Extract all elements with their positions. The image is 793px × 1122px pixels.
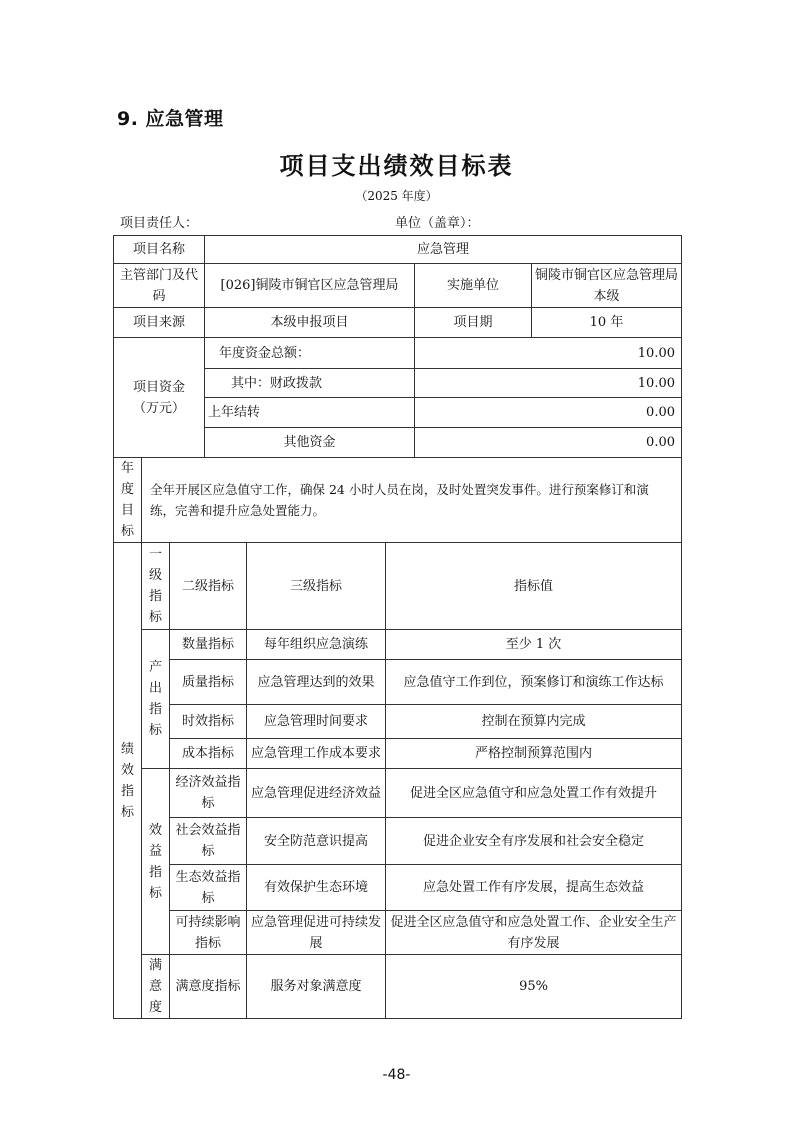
table-row <box>114 911 682 955</box>
level3-cell: 每年组织应急演练 <box>247 630 386 660</box>
value-cell: 促进全区应急值守和应急处置工作有效提升 <box>386 769 682 818</box>
level2-cell: 可持续影响指标 <box>170 911 247 955</box>
label-char: 指 <box>148 864 162 880</box>
level3-cell: 应急管理时间要求 <box>247 705 386 739</box>
level1-header <box>142 543 170 630</box>
fund-carryover-label: 上年结转 <box>205 398 415 428</box>
level2-cell: 数量指标 <box>170 630 247 660</box>
satisfaction-label <box>142 955 170 1019</box>
label-char: 产 <box>148 660 162 675</box>
fund-other-label: 其他资金 <box>205 428 415 458</box>
funds-label <box>114 338 205 458</box>
page-number: -48- <box>382 1067 411 1083</box>
department-row <box>114 264 682 308</box>
label-char: 满 <box>148 958 162 973</box>
project-name-row <box>114 236 682 264</box>
level2-header: 二级指标 <box>170 543 247 630</box>
fund-fiscal-label: 其中：财政拨款 <box>205 369 415 398</box>
level3-cell: 有效保护生态环境 <box>247 865 386 911</box>
label-char: 标 <box>120 524 134 539</box>
level3-cell: 服务对象满意度 <box>247 955 386 1019</box>
label-char: 标 <box>120 804 134 820</box>
fund-total-label: 年度资金总额： <box>205 338 415 369</box>
department-value: [026]铜陵市铜官区应急管理局 <box>205 264 415 308</box>
project-name-value: 应急管理 <box>205 236 682 264</box>
period-label: 项目期 <box>415 308 532 338</box>
annual-goal-row <box>114 458 682 543</box>
fund-other-value: 0.00 <box>415 428 682 458</box>
funds-label-line2: （万元） <box>132 400 185 416</box>
value-cell: 促进企业安全有序发展和社会安全稳定 <box>386 818 682 865</box>
value-cell: 促进全区应急值守和应急处置工作、企业安全生产有序发展 <box>386 911 682 955</box>
table-row <box>114 769 682 818</box>
fund-carryover-value: 0.00 <box>415 398 682 428</box>
period-value: 10 年 <box>532 308 682 338</box>
section-title: 9. 应急管理 <box>117 108 224 130</box>
table-row <box>114 660 682 705</box>
value-cell: 严格控制预算范围内 <box>386 739 682 769</box>
performance-indicator-label <box>114 543 142 1019</box>
label-char: 效 <box>120 762 134 778</box>
label-char: 度 <box>120 482 134 497</box>
value-cell: 控制在预算内完成 <box>386 705 682 739</box>
department-label: 主管部门及代码 <box>114 264 205 308</box>
level3-header: 三级指标 <box>247 543 386 630</box>
level2-cell: 经济效益指标 <box>170 769 247 818</box>
label-char: 绩 <box>120 741 134 757</box>
level3-cell: 应急管理工作成本要求 <box>247 739 386 769</box>
project-info-table <box>113 235 682 458</box>
source-row <box>114 308 682 338</box>
label-char: 目 <box>120 503 134 518</box>
implementing-unit-label: 实施单位 <box>415 264 532 308</box>
label-char: 意 <box>148 979 162 994</box>
responsible-person-label: 项目责任人： <box>120 216 199 231</box>
indicator-header-row <box>114 543 682 630</box>
funds-row <box>114 338 682 369</box>
table-row <box>114 705 682 739</box>
fiscal-year: （2025 年度） <box>355 189 438 203</box>
label-char: 标 <box>148 610 162 625</box>
annual-goal-label <box>114 458 142 543</box>
label-char: 标 <box>148 723 162 738</box>
implementing-unit-value: 铜陵市铜官区应急管理局本级 <box>532 264 682 308</box>
label-char: 一 <box>148 547 162 562</box>
label-char: 出 <box>148 681 162 696</box>
table-row <box>114 739 682 769</box>
label-char: 标 <box>148 885 162 901</box>
level2-cell: 时效指标 <box>170 705 247 739</box>
value-cell: 应急处置工作有序发展，提高生态效益 <box>386 865 682 911</box>
label-char: 指 <box>120 783 134 799</box>
value-cell: 95% <box>386 955 682 1019</box>
table-row <box>114 955 682 1019</box>
label-char: 年 <box>120 461 134 476</box>
document-title: 项目支出绩效目标表 <box>279 152 514 180</box>
benefit-indicator-label <box>142 769 170 955</box>
label-char: 级 <box>148 568 162 583</box>
level2-cell: 质量指标 <box>170 660 247 705</box>
level2-cell: 成本指标 <box>170 739 247 769</box>
value-cell: 应急值守工作到位，预案修订和演练工作达标 <box>386 660 682 705</box>
table-row <box>114 630 682 660</box>
value-cell: 至少 1 次 <box>386 630 682 660</box>
annual-goal-text: 全年开展区应急值守工作，确保 24 小时人员在岗，及时处置突发事件。进行预案修订和演练，完善和提升应急处置能力。 <box>142 458 682 543</box>
label-char: 指 <box>148 702 162 717</box>
level3-cell: 应急管理促进可持续发展 <box>247 911 386 955</box>
level2-cell: 满意度指标 <box>170 955 247 1019</box>
fund-total-value: 10.00 <box>415 338 682 369</box>
level3-cell: 应急管理促进经济效益 <box>247 769 386 818</box>
label-char: 指 <box>148 589 162 604</box>
table-row <box>114 865 682 911</box>
indicator-value-header: 指标值 <box>386 543 682 630</box>
output-indicator-label <box>142 630 170 769</box>
label-char: 效 <box>148 822 162 838</box>
project-name-label: 项目名称 <box>114 236 205 264</box>
source-value: 本级申报项目 <box>205 308 415 338</box>
level3-cell: 安全防范意识提高 <box>247 818 386 865</box>
level2-cell: 社会效益指标 <box>170 818 247 865</box>
level2-cell: 生态效益指标 <box>170 865 247 911</box>
level3-cell: 应急管理达到的效果 <box>247 660 386 705</box>
unit-seal-label: 单位（盖章）： <box>395 216 480 231</box>
label-char: 益 <box>148 843 162 859</box>
performance-table <box>113 457 682 1019</box>
fund-fiscal-value: 10.00 <box>415 369 682 398</box>
label-char: 度 <box>148 1000 162 1015</box>
source-label: 项目来源 <box>114 308 205 338</box>
table-row <box>114 818 682 865</box>
funds-label-line1: 项目资金 <box>132 379 185 395</box>
